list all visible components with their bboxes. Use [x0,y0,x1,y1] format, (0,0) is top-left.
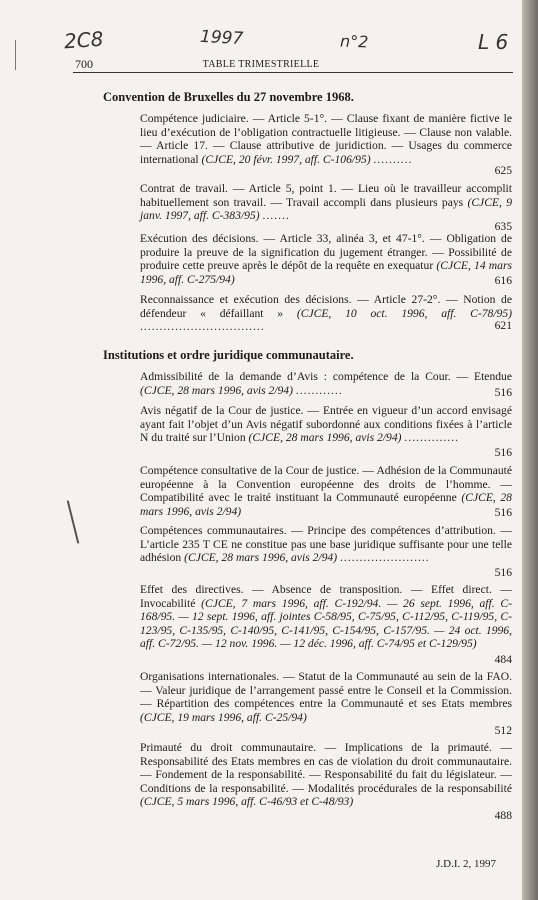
index-entry: Avis négatif de la Cour de justice. — Entrée en vigueur d’un accord envisagé ayant fait l’objet d’un Avis négatif subordonné aux conditions fixées à l’article N du traité sur l’Union (CJCE, 28 mars 1996, avis 2/94) .............. 516 [140,404,512,460]
index-entry: Compétence judiciaire. — Article 5-1°. — Clause fixant de manière fictive le lieu d’exécution de l’obligation contractuelle litigieuse. — Clause non valable. — Article 17. — Clause attributive de juridiction. — Usages du commerce international (CJCE, 20 févr. 1997, aff. C-106/95) .......... 625 [140,112,512,178]
index-entry [140,232,512,288]
binding-shadow [522,0,538,900]
entry-reference: (CJCE, 28 mars 1996, avis 2/94) [140,383,293,397]
entry-reference: (CJCE, 20 févr. 1997, aff. C-106/95) [201,152,371,166]
entry-text: Admissibilité de la demande d’Avis : compétence de la Cour. — Etendue [140,370,512,383]
index-entry: Reconnaissance et exécution des décisions. — Article 27-2°. — Notion de défendeur « défaillant » (CJCE, 10 oct. 1996, aff. C-78/95) ................................ 621 [140,293,512,334]
entry-page: 488 [494,809,512,823]
handwritten-note: 2C8 [63,26,105,54]
index-entry: Contrat de travail. — Article 5, point 1. — Lieu où le travailleur accomplit habituellement son travail. — Travail accompli dans plusieurs pays (CJCE, 9 janv. 1997, aff. C-383/95) ....... 635 [140,182,512,234]
entry-reference: (CJCE, 28 mars 1996, avis 2/94) [184,551,338,565]
handwritten-year: 1997 [199,26,244,50]
page-number: 700 [75,57,93,71]
entry-reference: (CJCE, 10 oct. 1996, aff. C-78/95) [296,306,512,320]
index-entry [140,741,512,823]
entry-reference: (CJCE, 28 mars 1996, avis 2/94) [140,491,512,518]
header-rule [73,72,513,73]
entry-text: Reconnaissance et exécution des décisions. — Article 27-2°. — Notion de défendeur « défaillant » [140,293,512,320]
entry-page: 621 [494,319,512,333]
entry-text: Exécution des décisions. — Article 33, alinéa 3, et 47-1°. — Obligation de produire la preuve de la signification du jugement étranger. — Possibilité de produire cette preuve après le dépôt de la requête en exequatur [140,232,512,273]
running-head: TABLE TRIMESTRIELLE [202,59,320,70]
entry-reference: (CJCE, 14 mars 1996, aff. C-275/94) [140,259,512,286]
index-entry: Compétences communautaires. — Principe des compétences d’attribution. — L’article 235 T CE ne constitue pas une base juridique suffisante pour une telle adhésion (CJCE, 28 mars 1996, avis 2/94) ....................... 516 [140,524,512,580]
entry-text: Avis négatif de la Cour de justice. — Entrée en vigueur d’un accord envisagé ayant fait l’objet d’un Avis négatif subordonné aux conditions fixées à l’article N du traité sur l’Union [140,404,512,445]
entry-page: 512 [494,724,512,738]
index-entry [140,583,512,667]
entry-reference: (CJCE, 28 mars 1996, avis 2/94) [248,431,402,445]
entry-text: Compétence judiciaire. — Article 5-1°. — Clause fixant de manière fictive le lieu d’exécution de l’obligation contractuelle litigieuse. — Clause non valable. — Article 17. — Clause attributive de juridiction. — Usages du commerce international [140,112,512,166]
entry-page: 516 [494,446,512,460]
entry-page: 484 [494,653,512,667]
entry-text: Organisations internationales. — Statut de la Communauté au sein de la FAO. — Valeur juridique de l’arrangement passé entre le Conseil et la Commission. — Répartition des compétences entre la Communauté et ses Etats membres [140,670,512,711]
journal-footer: J.D.I. 2, 1997 [436,858,496,870]
index-entry: Admissibilité de la demande d’Avis : compétence de la Cour. — Etendue (CJCE, 28 mars 1996, avis 2/94) ............ 516 [140,370,512,400]
entry-reference: (CJCE, 7 mars 1996, aff. C-192/94. — 26 sept. 1996, aff. C-168/95. — 12 sept. 1996, aff. jointes C-58/95, C-75/95, C-112/95, C-119/95, C-123/95, C-135/95, C-140/95, C-141/95, C-154/95, C-157/95. — 24 oct. 1996, aff. C-72/95. — 12 nov. 1996. — 12 déc. 1996, aff. C-74/95 et C-129/95) [140,596,512,651]
pen-mark [67,500,80,543]
entry-reference: (CJCE, 19 mars 1996, aff. C-25/94) [140,710,307,724]
entry-page: 516 [494,386,512,400]
entry-reference: (CJCE, 9 janv. 1997, aff. C-383/95) [140,195,512,223]
index-entry [140,464,512,520]
entry-page: 516 [494,566,512,580]
entry-page: 516 [494,506,512,520]
handwritten-number: n°2 [339,31,369,52]
section-title: Institutions et ordre juridique communautaire. [103,348,354,362]
entry-reference: (CJCE, 5 mars 1996, aff. C-46/93 et C-48/93) [140,795,354,809]
entry-text: Contrat de travail. — Article 5, point 1. — Lieu où le travailleur accomplit habituellement son travail. — Travail accompli dans plusieurs pays [140,182,512,209]
entry-text: Compétences communautaires. — Principe des compétences d’attribution. — L’article 235 T CE ne constitue pas une base juridique suffisante pour une telle adhésion [140,524,512,565]
index-entry [140,670,512,738]
handwritten-code: L 6 [478,30,509,54]
section-title: Convention de Bruxelles du 27 novembre 1968. [103,90,354,104]
entry-page: 635 [494,220,512,234]
entry-text: Effet des directives. — Absence de transposition. — Effet direct. — Invocabilité [140,583,512,610]
entry-page: 616 [494,274,512,288]
entry-text: Primauté du droit communautaire. — Implications de la primauté. — Responsabilité des Etats membres en cas de violation du droit communautaire. — Fondement de la responsabilité. — Responsabilité du fait du législateur. — Conditions de la responsabilité. — Modalités procédurales de la responsabilité [140,741,512,795]
entry-text: Compétence consultative de la Cour de justice. — Adhésion de la Communauté européenne à la Convention européenne des droits de l’homme. — Compatibilité avec le traité instituant la Communauté européenne [140,464,512,505]
entry-page: 625 [494,164,512,178]
